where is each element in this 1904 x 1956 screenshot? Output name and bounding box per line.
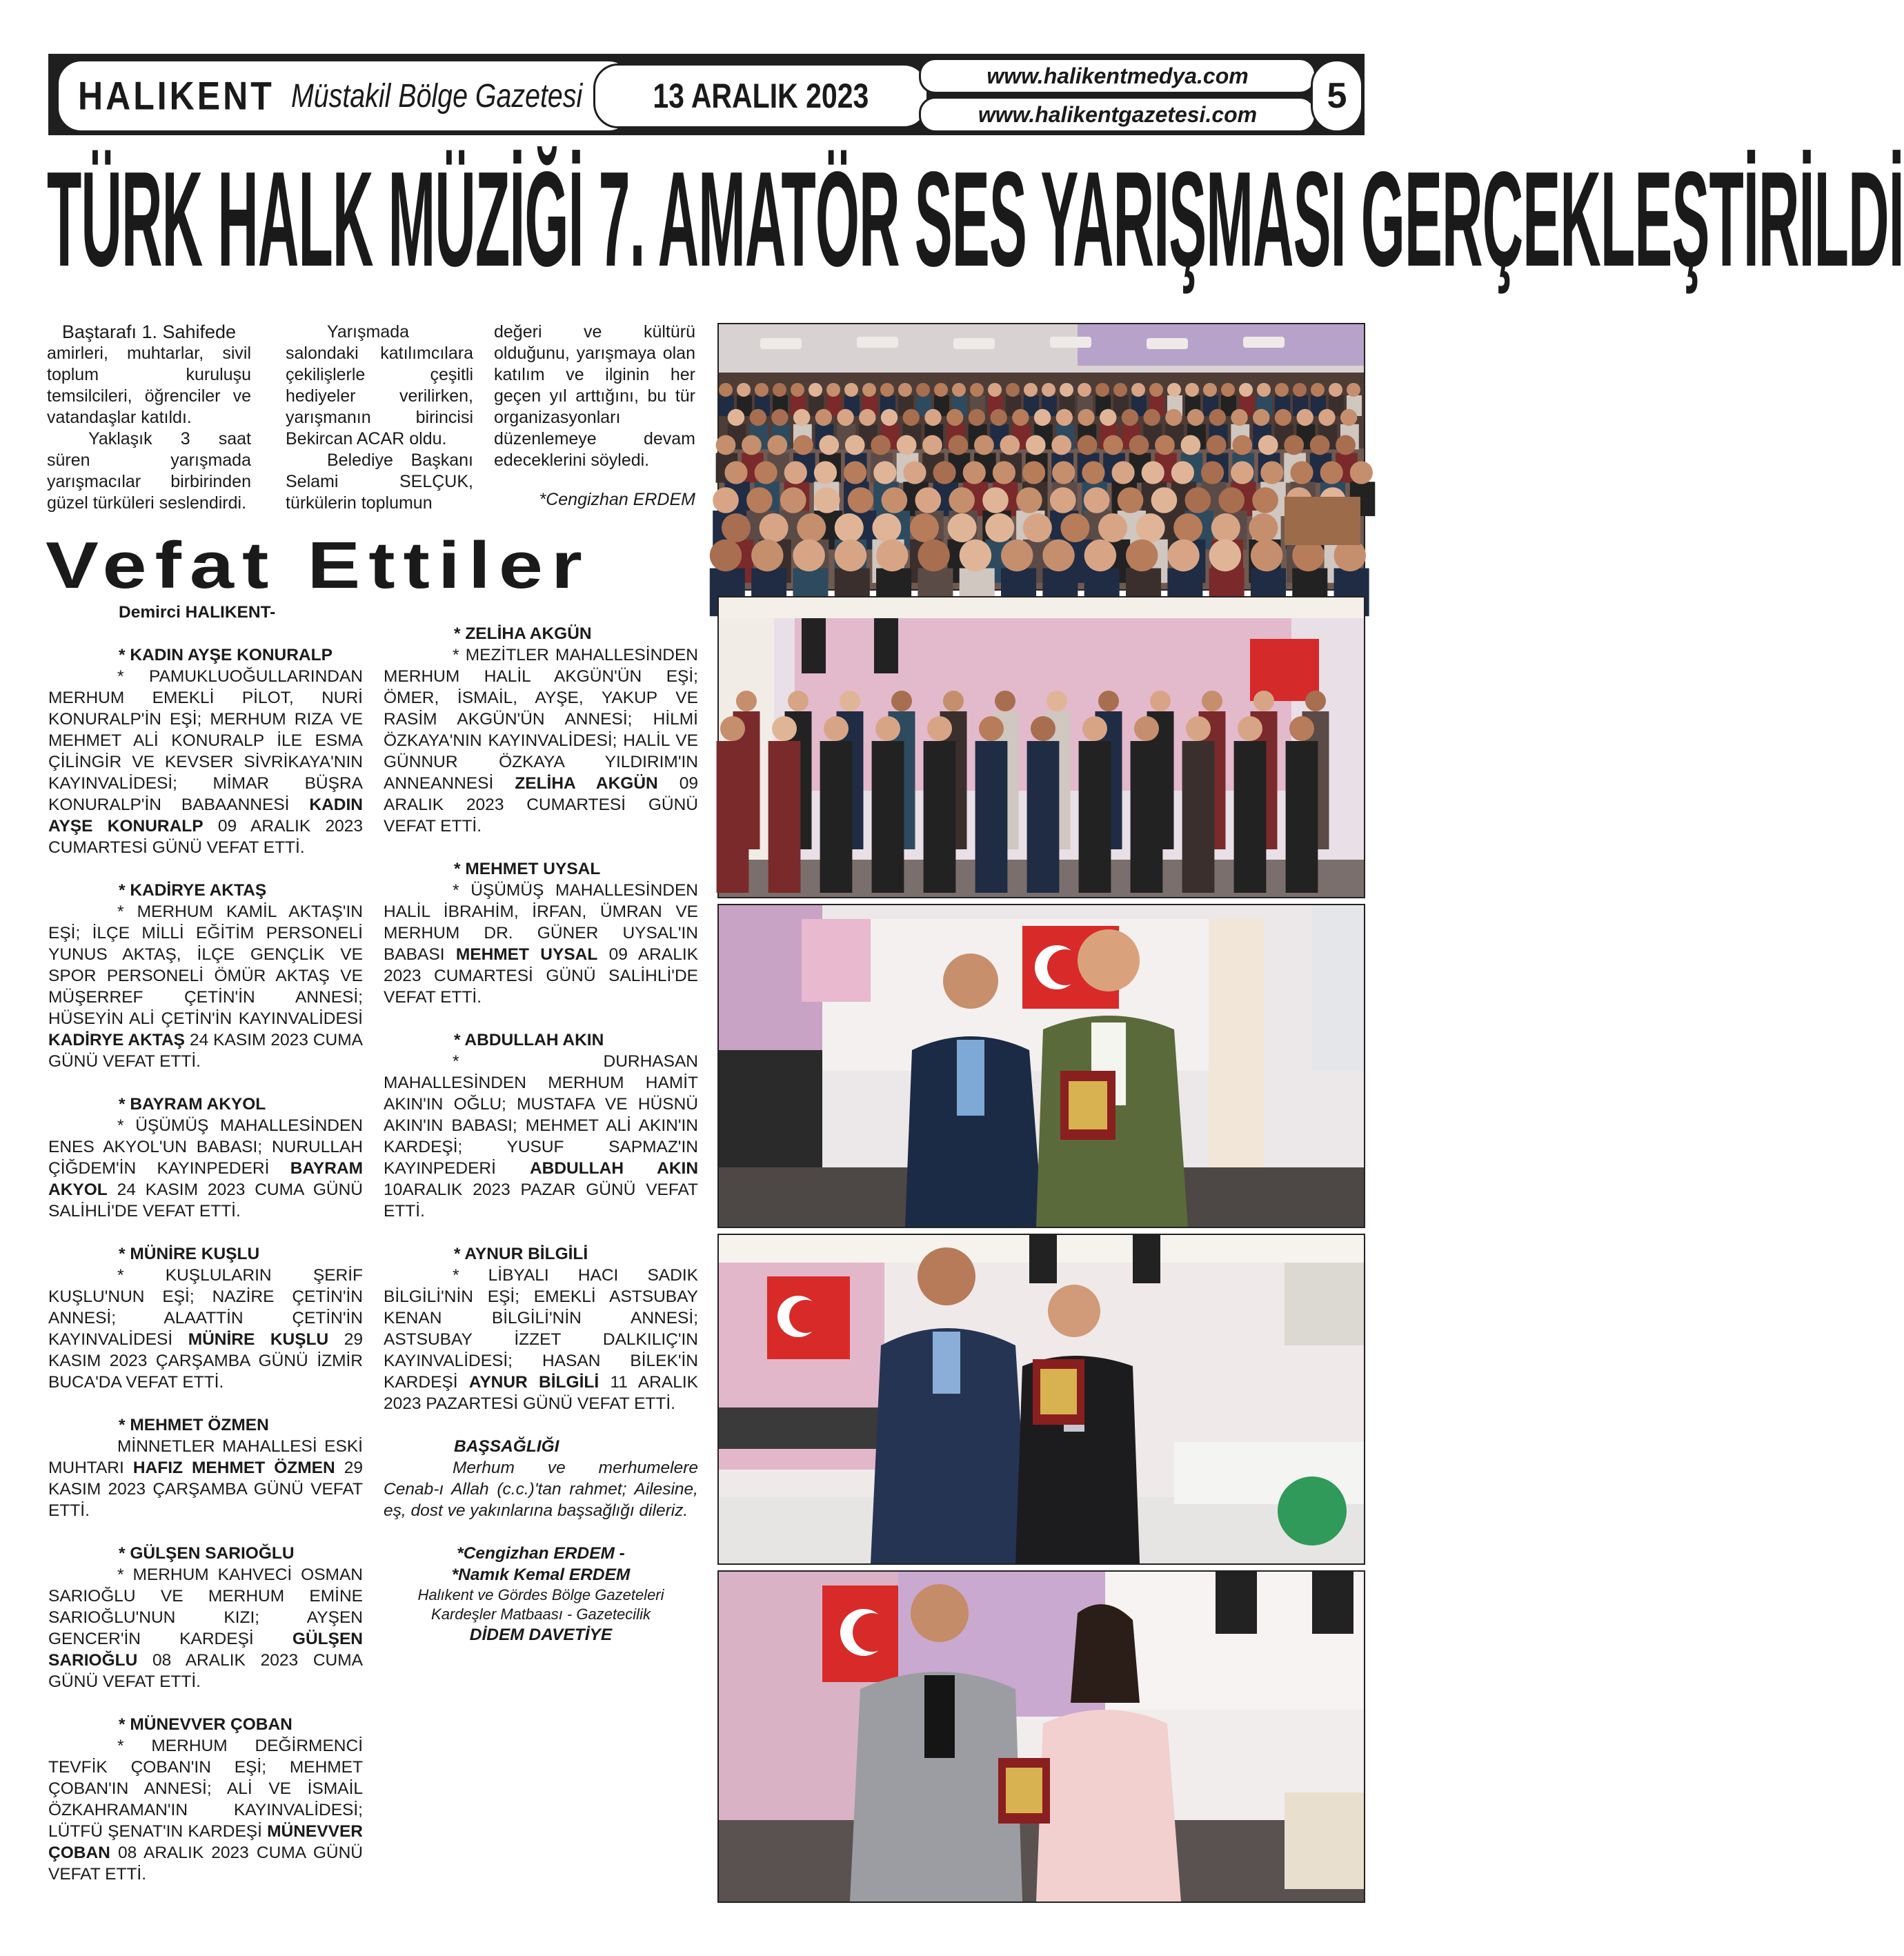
obituary-name: * MEHMET UYSAL xyxy=(454,860,601,878)
obituary-name: * GÜLŞEN SARIOĞLU xyxy=(119,1544,295,1563)
article-paragraph: Yarışmada salondaki katılımcılara çekilişlerle çeşitli hediyeler verilirken, yarışmanın birincisi Bekircan ACAR oldu. xyxy=(286,322,473,448)
website-link-1[interactable]: www.halikentmedya.com xyxy=(986,63,1249,88)
obituary-name: * KADİRYE AKTAŞ xyxy=(119,881,267,900)
obituary-text: * KUŞLULARIN ŞERİF KUŞLU'NUN EŞİ; NAZİRE ÇETİN'İN ANNESİ; ALAATTİN ÇETİN'İN KAYINVALİDESİ MÜNİRE KUŞLU 29 KASIM 2023 ÇARŞAMBA GÜNÜ İZMİR BUCA'DA VEFAT ETTİ. xyxy=(48,1266,363,1392)
obituary-text: * PAMUKLUOĞULLARINDAN MERHUM EMEKLİ PİLOT, NURİ KONURALP'İN EŞİ; MERHUM RIZA VE MEHMET ALİ KONURALP İLE ESMA ÇİLİNGİR VE KEVSER SİVRİKAYA'NIN KAYINVALİDESİ; MİMAR BÜŞRA KONURALP'İN BABAANNESİ KADIN AYŞE KONURALP 09 ARALIK 2023 CUMARTESİ GÜNÜ VEFAT ETTİ. xyxy=(48,667,363,857)
url-box-1[interactable] xyxy=(919,58,1316,94)
obituary-name: * ABDULLAH AKIN xyxy=(454,1031,604,1049)
obituary-text: * MERHUM KAMİL AKTAŞ'IN EŞİ; İLÇE MİLLİ EĞİTİM PERSONELİ YUNUS AKTAŞ, İLÇE GENÇLİK VE SPOR PERSONELİ ÖMÜR AKTAŞ VE MÜŞERREF ÇETİN'İN ANNESİ; HÜSEYİN ALİ ÇETİN'İN KAYINVALİDESİ KADİRYE AKTAŞ 24 KASIM 2023 CUMA GÜNÜ VEFAT ETTİ. xyxy=(48,902,363,1071)
headline-block xyxy=(47,144,1904,295)
paper-tagline: Müstakil Bölge Gazetesi xyxy=(290,77,582,115)
obituary-name: * AYNUR BİLGİLİ xyxy=(454,1245,588,1263)
obituary-name: * MEHMET ÖZMEN xyxy=(119,1416,269,1434)
obituary-name: * BAYRAM AKYOL xyxy=(119,1095,266,1114)
photo-plaque-3 xyxy=(717,1570,1365,1903)
signature-line: Kardeşler Matbaası - Gazetecilik xyxy=(431,1606,651,1623)
obituary-text: * LİBYALI HACI SADIK BİLGİLİ'NİN EŞİ; EMEKLİ ASTSUBAY KENAN BİLGİLİ'NİN ANNESİ; ASTSUBAY İZZET DALKILIÇ'IN KAYINVALİDESİ; HASAN BİLEK'İN KARDEŞİ AYNUR BİLGİLİ 11 ARALIK 2023 PAZARTESİ GÜNÜ VEFAT ETTİ. xyxy=(384,1266,698,1413)
article-column-1 xyxy=(47,322,251,514)
headline: TÜRK HALK MÜZİĞİ 7. AMATÖR SES YARIŞMASI GERÇEKLEŞTİRİLDİ xyxy=(47,144,1904,295)
website-link-2[interactable]: www.halikentgazetesi.com xyxy=(978,101,1258,127)
paper-name: HALIKENT xyxy=(78,73,275,119)
obituary-name: * ZELİHA AKGÜN xyxy=(454,624,592,643)
obituary-heading: Vefat Ettiler xyxy=(46,528,591,602)
url-box-2[interactable] xyxy=(919,97,1316,132)
obituary-column-2 xyxy=(384,602,698,1646)
page-number-box xyxy=(1311,59,1363,132)
page-number: 5 xyxy=(1327,76,1347,116)
obituary-text: * MERHUM DEĞİRMENCİ TEVFİK ÇOBAN'IN EŞİ; MEHMET ÇOBAN'IN ANNESİ; ALİ VE İSMAİL ÖZKAHRAMAN'IN KAYINVALİDESİ; LÜTFÜ ŞENAT'IN KARDEŞİ MÜNEVVER ÇOBAN 08 ARALIK 2023 CUMA GÜNÜ VEFAT ETTİ. xyxy=(48,1737,363,1884)
photo-plaque-1 xyxy=(717,904,1365,1228)
obituary-name: * KADIN AYŞE KONURALP xyxy=(119,646,333,664)
article-byline: *Cengizhan ERDEM xyxy=(539,490,695,509)
issue-date: 13 ARALIK 2023 xyxy=(653,77,869,115)
obituary-text: * ÜŞÜMÜŞ MAHALLESİNDEN HALİL İBRAHİM, İRFAN, ÜMRAN VE MERHUM DR. GÜNER UYSAL'IN BABASI MEHMET UYSAL 09 ARALIK 2023 CUMARTESİ GÜNÜ SALİHLİ'DE VEFAT ETTİ. xyxy=(384,881,698,1007)
photo-group xyxy=(717,596,1365,898)
obituary-heading-block xyxy=(46,528,701,602)
obituary-name: * MÜNİRE KUŞLU xyxy=(119,1245,260,1263)
photo-plaque-2 xyxy=(717,1234,1365,1565)
signature-line: *Namık Kemal ERDEM xyxy=(451,1565,631,1584)
article-paragraph: amirleri, muhtarlar, sivil toplum kuruluşu temsilcileri, öğrenciler ve vatandaşlar katıldı. xyxy=(47,344,251,427)
obituary-source: Demirci HALIKENT- xyxy=(119,603,276,622)
condolence-title: BAŞSAĞLIĞI xyxy=(454,1437,559,1456)
signature-line: Halıkent ve Gördes Bölge Gazeteleri xyxy=(417,1586,664,1603)
masthead xyxy=(48,54,1365,135)
obituary-column-1 xyxy=(48,602,363,1885)
article-paragraph: değeri ve kültürü olduğunu, yarışmaya olan katılım ve ilginin her geçen yıl arttığını, bu tür organizasyonları düzenlemeye devam edeceklerini söyledi. xyxy=(494,322,695,470)
article-column-2 xyxy=(286,322,473,514)
article-column-3 xyxy=(494,322,695,511)
obituary-text: * DURHASAN MAHALLESİNDEN MERHUM HAMİT AKIN'IN OĞLU; MUSTAFA VE HÜSNÜ AKIN'IN BABASI; MEHMET ALİ AKIN'IN KARDEŞİ; YUSUF SAPMAZ'IN KAYINPEDERİ ABDULLAH AKIN 10ARALIK 2023 PAZAR GÜNÜ VEFAT ETTİ. xyxy=(384,1052,699,1221)
obituary-text: MİNNETLER MAHALLESİ ESKİ MUHTARI HAFIZ MEHMET ÖZMEN 29 KASIM 2023 ÇARŞAMBA GÜNÜ VEFAT ETTİ. xyxy=(48,1437,364,1520)
photo-audience xyxy=(717,323,1365,591)
obituary-text: * MEZİTLER MAHALLESİNDEN MERHUM HALİL AKGÜN'ÜN EŞİ; ÖMER, İSMAİL, AYŞE, YAKUP VE RASİM AKGÜN'ÜN ANNESİ; HİLMİ ÖZKAYA'NIN KAYINVALİDESİ; HALİL VE GÜNNUR ÖZKAYA YILDIRIM'IN ANNEANNESİ ZELİHA AKGÜN 09 ARALIK 2023 CUMARTESİ GÜNÜ VEFAT ETTİ. xyxy=(384,646,698,836)
condolence-text: Merhum ve merhumelere Cenab-ı Allah (c.c.)'tan rahmet; Ailesine, eş, dost ve yakınlarına başsağlığı dileriz. xyxy=(384,1459,698,1520)
brand-box xyxy=(57,59,633,132)
date-box xyxy=(593,63,929,128)
article-paragraph: Belediye Başkanı Selami SELÇUK, türkülerin toplumun xyxy=(286,451,473,513)
obituary-text: * MERHUM KAHVECİ OSMAN SARIOĞLU VE MERHUM EMİNE SARIOĞLU'NUN KIZI; AYŞEN GENCER'İN KARDEŞİ GÜLŞEN SARIOĞLU 08 ARALIK 2023 CUMA GÜNÜ VEFAT ETTİ. xyxy=(48,1565,363,1691)
article-paragraph: Yaklaşık 3 saat süren yarışmada yarışmacılar birbirinden güzel türküleri seslendirdi. xyxy=(47,429,251,513)
obituary-name: * MÜNEVVER ÇOBAN xyxy=(119,1715,292,1734)
signature-line: *Cengizhan ERDEM - xyxy=(457,1544,625,1563)
signature-line: DİDEM DAVETİYE xyxy=(469,1626,613,1644)
continued-from: Baştarafı 1. Sahifede xyxy=(61,322,237,342)
obituary-text: * ÜŞÜMÜŞ MAHALLESİNDEN ENES AKYOL'UN BABASI; NURULLAH ÇİĞDEM'İN KAYINPEDERİ BAYRAM AKYOL 24 KASIM 2023 CUMA GÜNÜ SALİHLİ'DE VEFAT ETTİ. xyxy=(48,1116,363,1221)
